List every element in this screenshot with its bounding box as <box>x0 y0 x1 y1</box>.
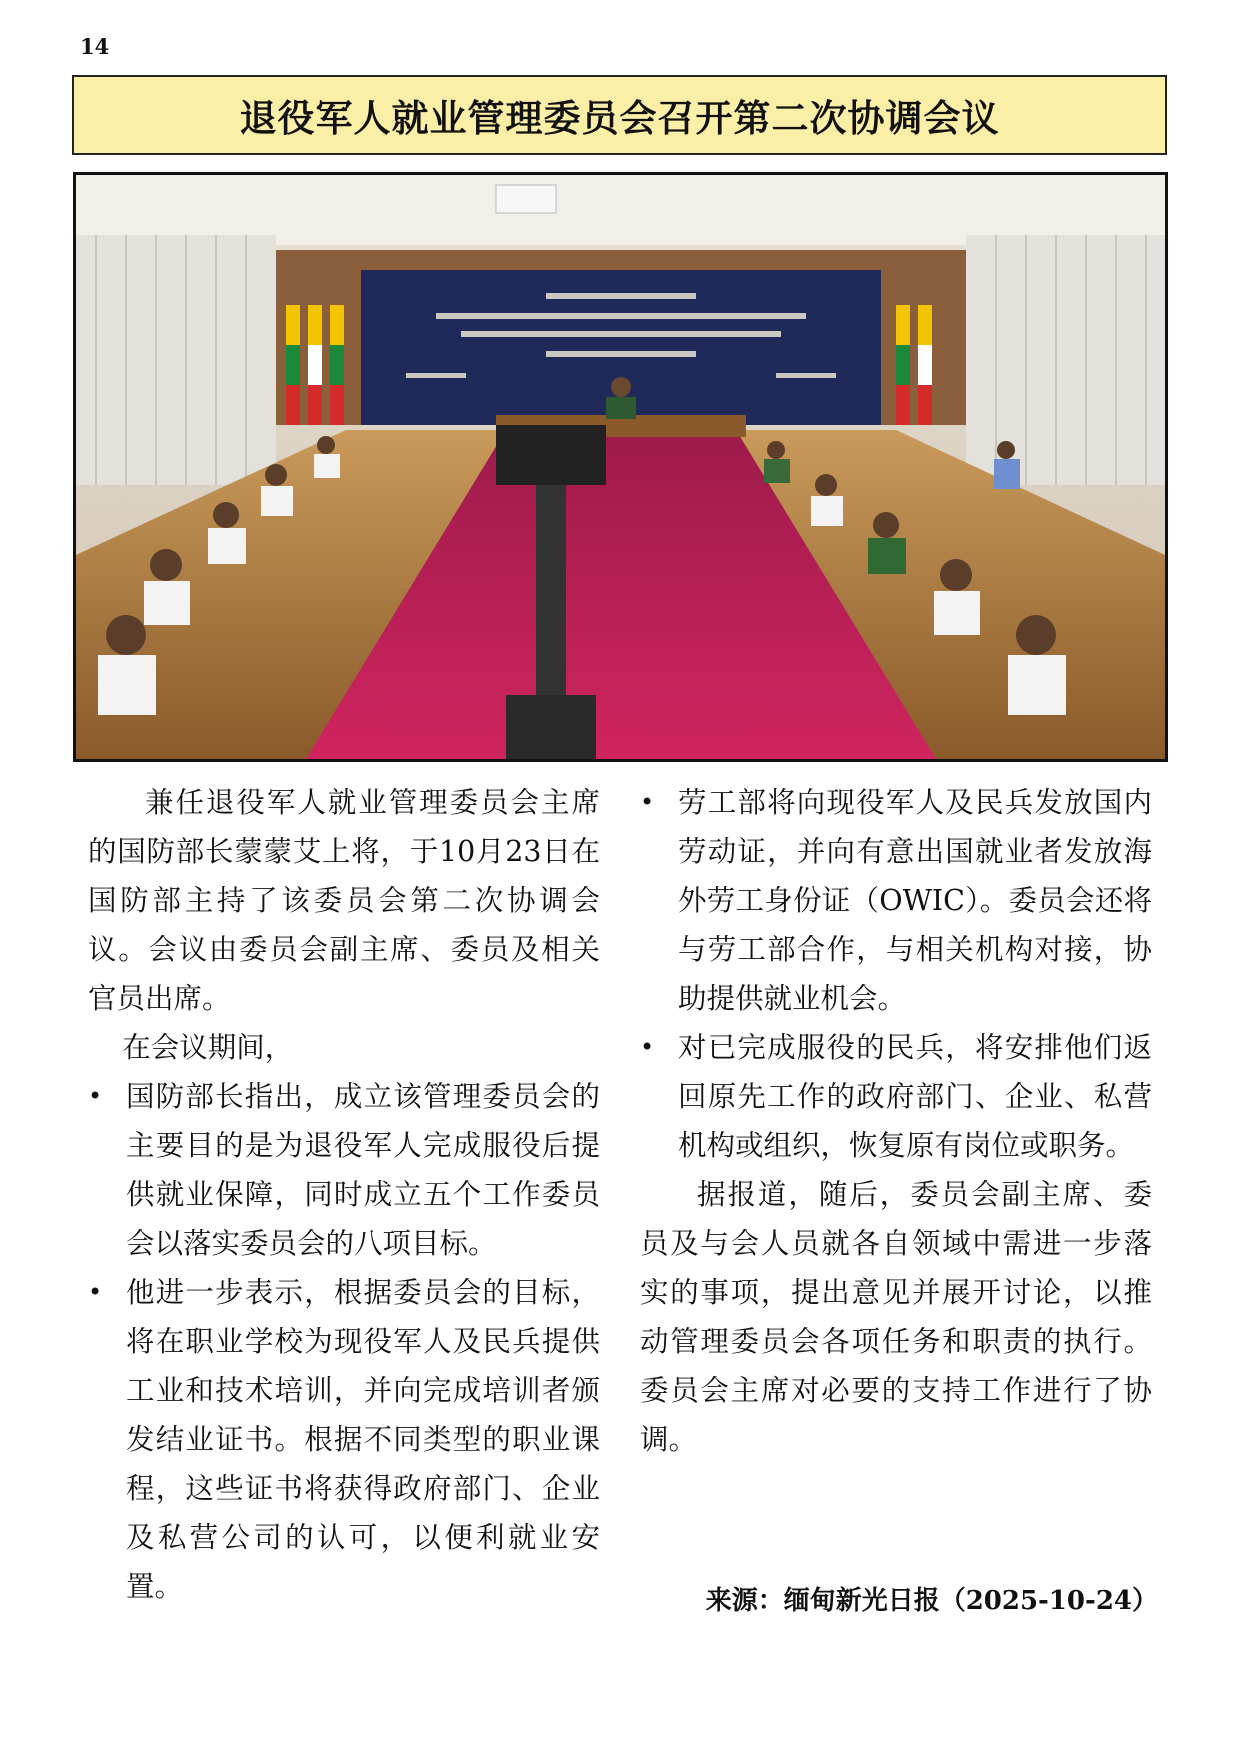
bullet-icon: • <box>88 1082 103 1110</box>
headline-box <box>72 75 1167 155</box>
list-item <box>88 1072 600 1268</box>
bullet-list-right <box>640 778 1152 1170</box>
bullet-icon: • <box>640 1033 655 1061</box>
meeting-photo-icon <box>76 175 1165 759</box>
lead-paragraph: 在会议期间， <box>122 1031 294 1064</box>
headline: 退役军人就业管理委员会召开第二次协调会议 <box>239 97 1000 140</box>
bullet-icon: • <box>88 1278 103 1306</box>
article-left-column <box>88 778 600 1611</box>
bullet-list-left <box>88 1072 600 1611</box>
list-item <box>640 1023 1152 1170</box>
bullet-icon: • <box>640 788 655 816</box>
list-item-text: 对已完成服役的民兵，将安排他们返回原先工作的政府部门、企业、私营机构或组织，恢复原有岗位或职务。 <box>678 1031 1152 1162</box>
source-credit: 来源：缅甸新光日报（2025-10-24） <box>705 1586 1158 1616</box>
list-item <box>640 778 1152 1023</box>
article-right-column <box>640 778 1152 1464</box>
list-item-text: 他进一步表示，根据委员会的目标，将在职业学校为现役军人及民兵提供工业和技术培训，并向完成培训者颁发结业证书。根据不同类型的职业课程，这些证书将获得政府部门、企业及私营公司的认可，以便利就业安置。 <box>126 1276 600 1603</box>
page-number: 14 <box>80 34 110 59</box>
list-item-text: 劳工部将向现役军人及民兵发放国内劳动证，并向有意出国就业者发放海外劳工身份证（OWIC）。委员会还将与劳工部合作，与相关机构对接，协助提供就业机会。 <box>678 786 1152 1015</box>
intro-paragraph: 兼任退役军人就业管理委员会主席的国防部长蒙蒙艾上将，于10月23日在国防部主持了该委员会第二次协调会议。会议由委员会副主席、委员及相关官员出席。 <box>88 786 600 1015</box>
list-item-text: 国防部长指出，成立该管理委员会的主要目的是为退役军人完成服役后提供就业保障，同时成立五个工作委员会以落实委员会的八项目标。 <box>126 1080 600 1260</box>
closing-paragraph: 据报道，随后，委员会副主席、委员及与会人员就各自领域中需进一步落实的事项，提出意见并展开讨论，以推动管理委员会各项任务和职责的执行。委员会主席对必要的支持工作进行了协调。 <box>640 1178 1152 1456</box>
meeting-photo <box>73 172 1168 762</box>
list-item <box>88 1268 600 1611</box>
